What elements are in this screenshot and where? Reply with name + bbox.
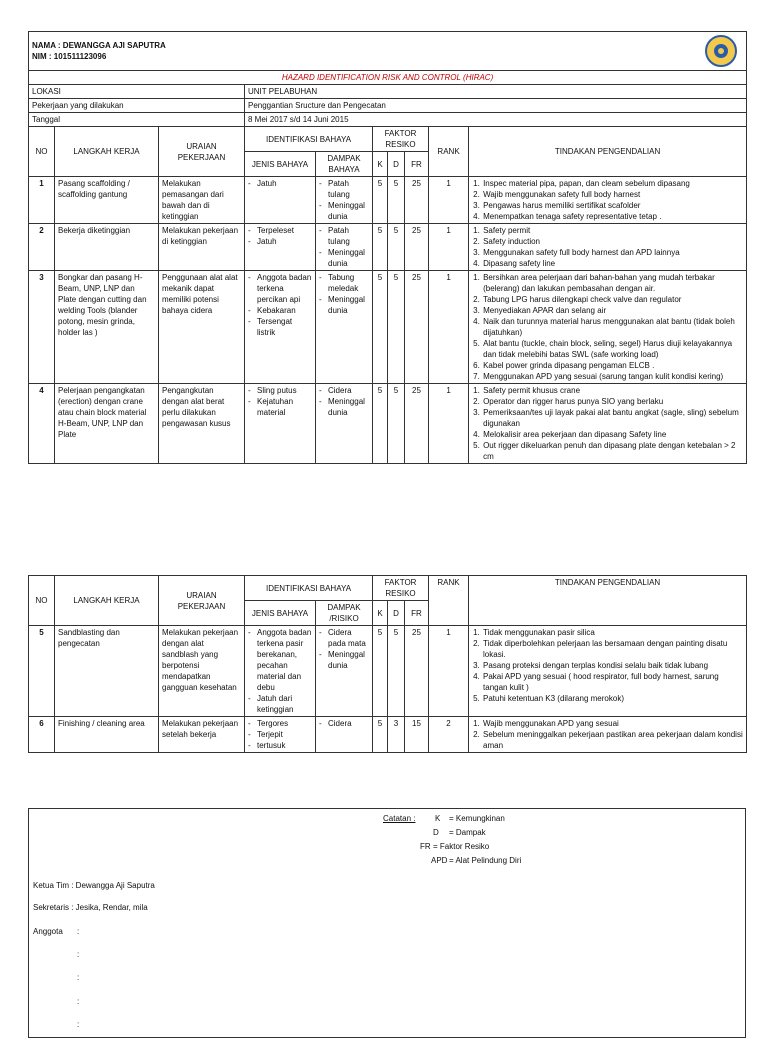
hirac-table-2 (28, 575, 747, 753)
row-uraian: Melakukan pekerjaan di ketinggian (159, 224, 245, 271)
row-rank: 1 (429, 224, 469, 271)
row-jenis-item: - Tergores (248, 718, 312, 729)
row-fr: 25 (405, 224, 429, 271)
table-row (29, 224, 747, 271)
row-d: 5 (388, 626, 405, 717)
row-tindakan-item: 1. Bersihkan area pelerjaan dari bahan-bahan yang mudah terbakar (belerang) dan lakukan pembasahan dengan air. (482, 272, 743, 294)
row-langkah: Bongkar dan pasang H-Beam, UNP, LNP dan Plate dengan cutting dan welding Tools (blander potong, mesin grinda, holder las ) (55, 271, 159, 384)
col-k: K (373, 152, 388, 177)
row-jenis-item: - Terpeleset (248, 225, 312, 236)
lokasi-value: UNIT PELABUHAN (245, 85, 747, 99)
row-tindakan-item: 2. Safety induction (482, 236, 743, 247)
hirac-table-1 (28, 31, 747, 464)
row-dampak (316, 177, 373, 224)
row-tindakan-item: 4. Menempatkan tenaga safety representative tetap . (482, 211, 743, 222)
row-tindakan-item: 3. Pemeriksaan/tes uji layak pakai alat bantu angkat (sagle, sling) sebelum digunakan (482, 407, 743, 429)
row-rank: 1 (429, 177, 469, 224)
col-faktor: FAKTOR RESIKO (373, 576, 429, 601)
row-dampak (316, 717, 373, 753)
col-no: NO (29, 127, 55, 177)
row-dampak-item: - Patah tulang (319, 178, 369, 200)
col-langkah: LANGKAH KERJA (55, 576, 159, 626)
row-tindakan-item: 5. Alat bantu (tuckle, chain block, seling, segel) Harus diuji kelayakannya dan tidak melebihi batas SWL (safe working load) (482, 338, 743, 360)
row-k: 5 (373, 271, 388, 384)
row-k: 5 (373, 717, 388, 753)
row-rank: 2 (429, 717, 469, 753)
col-uraian: URAIAN PEKERJAAN (159, 576, 245, 626)
row-tindakan-item: 3. Menyediakan APAR dan selang air (482, 305, 743, 316)
col-tindakan: TINDAKAN PENGENDALIAN (469, 576, 747, 626)
table-row (29, 177, 747, 224)
student-nim: NIM : 101511123096 (32, 52, 107, 61)
col-fr: FR (405, 601, 429, 626)
row-fr: 25 (405, 384, 429, 464)
row-tindakan-item: 1. Tidak menggunakan pasir silica (482, 627, 743, 638)
row-tindakan (469, 717, 747, 753)
table-row (29, 384, 747, 464)
col-fr: FR (405, 152, 429, 177)
table-row (29, 271, 747, 384)
col-dampak: DAMPAK BAHAYA (316, 152, 373, 177)
row-langkah: Pasang scaffolding / scaffolding gantung (55, 177, 159, 224)
legend-fr-value: = Faktor Resiko (433, 842, 490, 851)
row-jenis (245, 271, 316, 384)
col-tindakan: TINDAKAN PENGENDALIAN (469, 127, 747, 177)
anggota-colon: : (77, 950, 80, 959)
col-rank: RANK (429, 576, 469, 626)
col-uraian: URAIAN PEKERJAAN (159, 127, 245, 177)
row-rank: 1 (429, 271, 469, 384)
row-tindakan-item: 4. Melokalisir area pekerjaan dan dipasang Safety line (482, 429, 743, 440)
row-no: 6 (29, 717, 55, 753)
col-no: NO (29, 576, 55, 626)
row-tindakan-item: 2. Wajib menggunakan safety full body harnest (482, 189, 743, 200)
col-dampak: DAMPAK /RISIKO (316, 601, 373, 626)
lokasi-label: LOKASI (29, 85, 245, 99)
row-dampak (316, 224, 373, 271)
row-tindakan (469, 177, 747, 224)
row-dampak-item: - Meninggal dunia (319, 247, 369, 269)
row-tindakan-item: 7. Menggunakan APD yang sesuai (sarung tangan kulit kondisi kering) (482, 371, 743, 382)
row-k: 5 (373, 626, 388, 717)
legend-d-value: = Dampak (449, 828, 486, 837)
row-fr: 25 (405, 177, 429, 224)
row-tindakan-item: 4. Dipasang safety line (482, 258, 743, 269)
pekerjaan-value: Penggantian Sructure dan Pengecatan (245, 99, 747, 113)
col-faktor: FAKTOR RESIKO (373, 127, 429, 152)
university-seal-icon (705, 35, 737, 67)
row-jenis-item: - Kebakaran (248, 305, 312, 316)
row-tindakan-item: 6. Kabel power grinda dipasang pengaman ELCB . (482, 360, 743, 371)
row-langkah: Sandblasting dan pengecatan (55, 626, 159, 717)
row-jenis-item: - Kejatuhan material (248, 396, 312, 418)
row-d: 5 (388, 384, 405, 464)
row-tindakan-item: 4. Naik dan turunnya material harus menggunakan alat bantu (tidak boleh dijatuhkan) (482, 316, 743, 338)
col-identifikasi: IDENTIFIKASI BAHAYA (245, 576, 373, 601)
document-title: HAZARD IDENTIFICATION RISK AND CONTROL (HIRAC) (29, 71, 747, 85)
row-tindakan (469, 224, 747, 271)
row-dampak-item: - Tabung meledak (319, 272, 369, 294)
row-k: 5 (373, 384, 388, 464)
row-d: 5 (388, 271, 405, 384)
row-tindakan (469, 271, 747, 384)
anggota-colon: : (77, 997, 80, 1006)
table-row (29, 626, 747, 717)
row-tindakan-item: 3. Pasang proteksi dengan terplas kondisi selalu baik tidak lubang (482, 660, 743, 671)
col-langkah: LANGKAH KERJA (55, 127, 159, 177)
row-tindakan (469, 626, 747, 717)
row-fr: 25 (405, 271, 429, 384)
anggota-colon: : (77, 973, 80, 982)
row-uraian: Pengangkutan dengan alat berat perlu dilakukan pengawasan kusus (159, 384, 245, 464)
row-tindakan-item: 2. Operator dan rigger harus punya SIO yang berlaku (482, 396, 743, 407)
row-dampak-item: - Meninggal dunia (319, 396, 369, 418)
legend-apd-key: APD (431, 856, 448, 865)
row-d: 5 (388, 177, 405, 224)
row-tindakan-item: 2. Tabung LPG harus dilengkapi check valve dan regulator (482, 294, 743, 305)
row-no: 1 (29, 177, 55, 224)
row-jenis-item: - Jatuh (248, 178, 312, 189)
row-jenis (245, 224, 316, 271)
legend-d-key: D (433, 828, 439, 837)
row-langkah: Finishing / cleaning area (55, 717, 159, 753)
row-rank: 1 (429, 384, 469, 464)
catatan-label: Catatan : (383, 814, 416, 823)
row-k: 5 (373, 177, 388, 224)
col-jenis: JENIS BAHAYA (245, 601, 316, 626)
row-jenis-item: - Jatuh (248, 236, 312, 247)
legend-k-key: K (435, 814, 441, 823)
legend-apd-value: = Alat Pelindung Diri (449, 856, 522, 865)
row-jenis-item: - Sling putus (248, 385, 312, 396)
row-dampak-item: - Cidera (319, 718, 369, 729)
row-dampak-item: - Cidera (319, 385, 369, 396)
row-jenis (245, 626, 316, 717)
row-dampak (316, 626, 373, 717)
legend-fr-key: FR (420, 842, 431, 851)
row-k: 5 (373, 224, 388, 271)
col-jenis: JENIS BAHAYA (245, 152, 316, 177)
row-no: 5 (29, 626, 55, 717)
row-tindakan (469, 384, 747, 464)
row-fr: 25 (405, 626, 429, 717)
ketua-tim: Ketua Tim : Dewangga Aji Saputra (33, 881, 155, 890)
row-no: 4 (29, 384, 55, 464)
row-fr: 15 (405, 717, 429, 753)
row-tindakan-item: 5. Out rigger dikeluarkan penuh dan dipasang plate dengan ketebalan > 2 cm (482, 440, 743, 462)
notes-box (28, 808, 746, 1038)
row-jenis (245, 177, 316, 224)
row-dampak (316, 271, 373, 384)
pekerjaan-label: Pekerjaan yang dilakukan (29, 99, 245, 113)
col-k: K (373, 601, 388, 626)
anggota-colon: : (77, 1020, 80, 1029)
row-jenis-item: - Anggota badan terkena pasir berekanan, pecahan material dan debu (248, 627, 312, 693)
row-langkah: Bekerja diketinggian (55, 224, 159, 271)
row-tindakan-item: 1. Safety permit khusus crane (482, 385, 743, 396)
row-rank: 1 (429, 626, 469, 717)
row-uraian: Melakukan pekerjaan setelah bekerja (159, 717, 245, 753)
row-jenis-item: - Terjepit (248, 729, 312, 740)
row-jenis-item: - tertusuk (248, 740, 312, 751)
row-dampak-item: - Cidera pada mata (319, 627, 369, 649)
row-tindakan-item: 2. Sebelum meninggalkan pekerjaan pastikan area pekerjaan dalam kondisi aman (482, 729, 743, 751)
row-dampak-item: - Meninggal dunia (319, 200, 369, 222)
tanggal-label: Tanggal (29, 113, 245, 127)
row-jenis-item: - Tersengat listrik (248, 316, 312, 338)
row-d: 3 (388, 717, 405, 753)
row-tindakan-item: 1. Safety permit (482, 225, 743, 236)
row-no: 2 (29, 224, 55, 271)
row-dampak-item: - Meninggal dunia (319, 649, 369, 671)
anggota-colon: : (77, 927, 80, 936)
row-tindakan-item: 2. Tidak diperbolehkan pelerjaan las bersamaan dengan painting disatu lokasi. (482, 638, 743, 660)
row-tindakan-item: 1. Wajib menggunakan APD yang sesuai (482, 718, 743, 729)
anggota-label: Anggota (33, 927, 63, 936)
row-no: 3 (29, 271, 55, 384)
tanggal-value: 8 Mei 2017 s/d 14 Juni 2015 (245, 113, 747, 127)
row-jenis-item: - Jatuh dari ketinggian (248, 693, 312, 715)
row-dampak (316, 384, 373, 464)
row-tindakan-item: 4. Pakai APD yang sesuai ( hood respirator, full body harnest, sarung tangan kulit ) (482, 671, 743, 693)
row-dampak-item: - Meninggal dunia (319, 294, 369, 316)
student-name: NAMA : DEWANGGA AJI SAPUTRA (32, 41, 166, 50)
legend-k-value: = Kemungkinan (449, 814, 505, 823)
col-rank: RANK (429, 127, 469, 177)
sekretaris: Sekretaris : Jesika, Rendar, mila (33, 903, 148, 912)
table-row (29, 717, 747, 753)
row-jenis (245, 384, 316, 464)
row-tindakan-item: 5. Patuhi ketentuan K3 (dilarang merokok) (482, 693, 743, 704)
row-d: 5 (388, 224, 405, 271)
col-d: D (388, 152, 405, 177)
row-tindakan-item: 3. Pengawas harus memiliki sertifikat scafolder (482, 200, 743, 211)
row-langkah: Pelerjaan pengangkatan (erection) dengan crane atau chain block material H-Beam, UNP, LNP dan Plate (55, 384, 159, 464)
col-d: D (388, 601, 405, 626)
col-identifikasi: IDENTIFIKASI BAHAYA (245, 127, 373, 152)
row-tindakan-item: 1. Inspec material pipa, papan, dan cleam sebelum dipasang (482, 178, 743, 189)
row-jenis (245, 717, 316, 753)
row-jenis-item: - Anggota badan terkena percikan api (248, 272, 312, 305)
row-uraian: Melakukan pemasangan dari bawah dan di ketinggian (159, 177, 245, 224)
row-uraian: Melakukan pekerjaan dengan alat sandblash yang berpotensi mendapatkan gangguan kesehatan (159, 626, 245, 717)
row-uraian: Penggunaan alat alat mekanik dapat memiliki potensi bahaya cidera (159, 271, 245, 384)
row-dampak-item: - Patah tulang (319, 225, 369, 247)
row-tindakan-item: 3. Menggunakan safety full body harnest dan APD lainnya (482, 247, 743, 258)
